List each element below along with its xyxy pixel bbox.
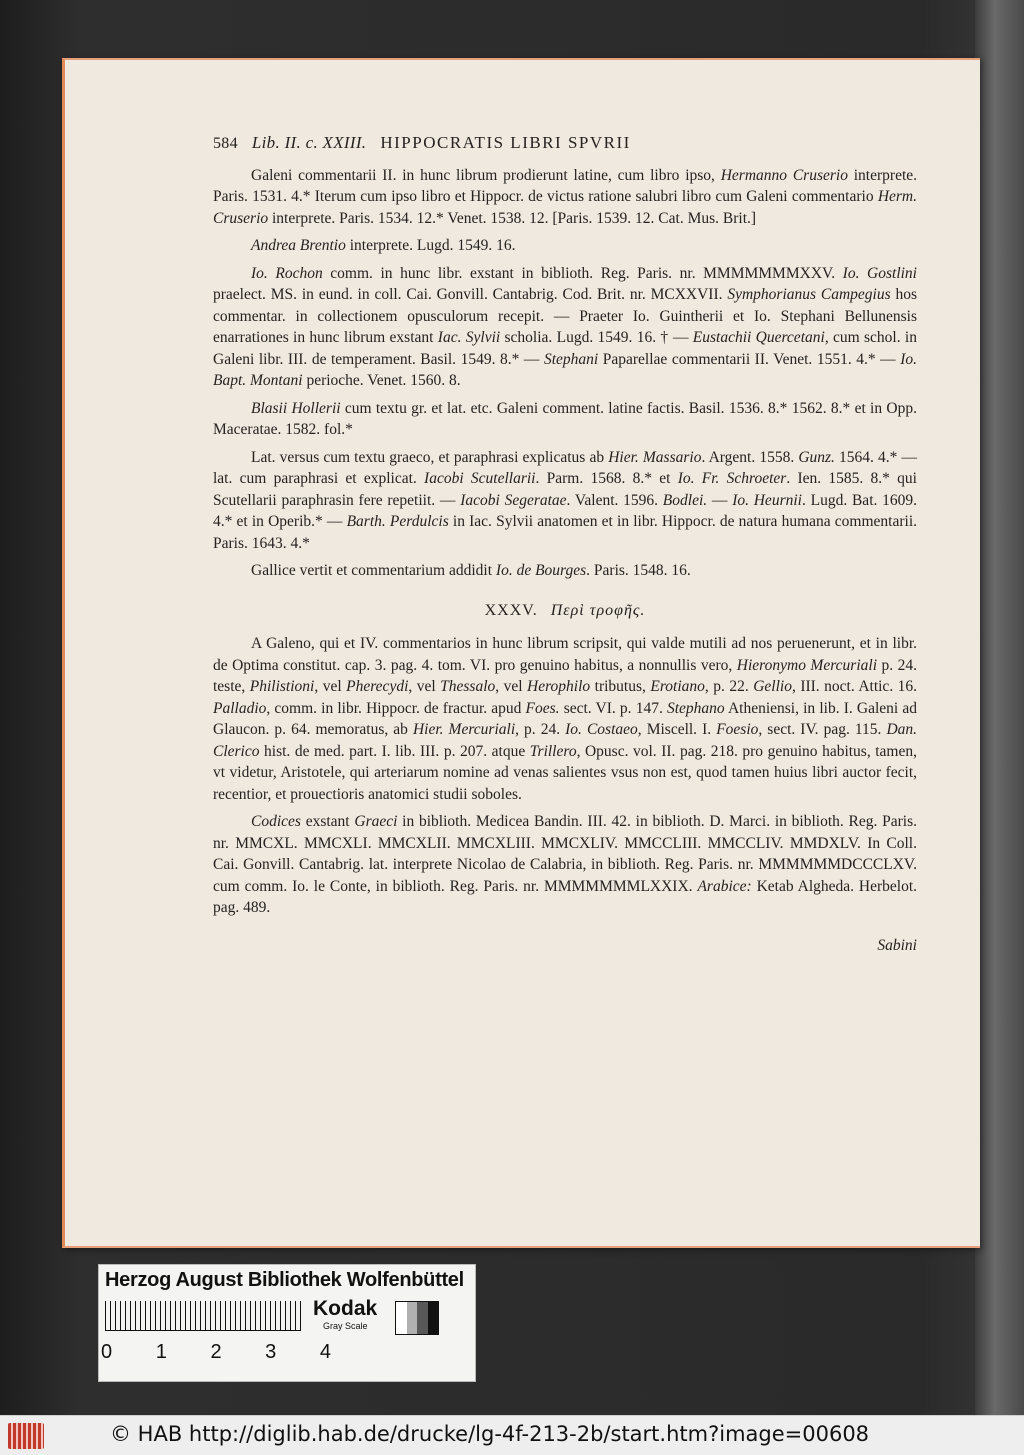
text-paragraph <box>213 447 917 555</box>
section-heading <box>213 600 917 622</box>
catchword: Sabini <box>877 936 917 954</box>
text-run: A Galeno, qui et IV. commentarios in hunc librum scripsit, qui valde mutili ad nos peruenerunt, et in libr. de Optima constitut. cap. 3. pag. 4. tom. VI. pro genuino habitus, a nonnullis vero, <box>213 635 917 674</box>
chapter-ref: Lib. II. c. XXIII. <box>251 133 367 152</box>
text-run: , vel <box>495 678 528 695</box>
text-run: . Argent. 1558. <box>701 448 799 466</box>
text-paragraph <box>213 235 917 257</box>
gray-scale-patches <box>395 1301 439 1335</box>
ruler-numbers <box>101 1341 331 1363</box>
text-run: tributus, <box>590 678 651 695</box>
scale-ruler <box>105 1301 301 1331</box>
italic-name: Eustachii Quercetani <box>692 329 825 346</box>
ruler-number: 1 <box>155 1341 167 1363</box>
text-run: , comm. in libr. Hippocr. de fractur. apud <box>266 699 526 717</box>
text-run: Galeni commentarii II. in hunc librum prodierunt latine, cum libro ipso, <box>251 166 721 184</box>
text-run: 1564. 4.* — lat. cum paraphrasi et explicat. <box>213 448 918 487</box>
italic-name: Hier. Massario <box>608 448 702 466</box>
page-number: 584 <box>213 135 238 152</box>
text-run: p. 24. teste, <box>213 656 917 695</box>
text-run: , vel <box>314 678 347 695</box>
text-run: Gallice vertit et commentarium addidit <box>251 562 496 579</box>
italic-name: Dan. Clerico <box>213 721 918 760</box>
text-run: . Paris. 1548. 16. <box>586 562 691 579</box>
text-run: praelect. MS. in eund. in coll. Cai. Gonvill. Cantabrig. Cod. Brit. nr. MCXXVII. <box>213 286 728 303</box>
italic-name: Graeci <box>354 813 398 830</box>
italic-name: Io. Costaeo <box>565 721 638 738</box>
ruler-number: 4 <box>319 1341 331 1363</box>
text-run: interprete. Paris. 1531. 4.* Iterum cum ipso libro et Hippocr. de victus ratione salubri libro cum Galeni commentario <box>213 166 918 205</box>
text-run: exstant <box>300 813 355 830</box>
italic-name: Hermanno Cruserio <box>720 166 848 184</box>
section-number: XXXV. <box>484 601 538 619</box>
kodak-brand: Kodak <box>313 1297 378 1320</box>
italic-name: Io. Rochon <box>251 264 323 282</box>
text-run: . Parm. 1568. 8.* et <box>535 470 678 487</box>
text-paragraph <box>213 165 917 230</box>
text-run: cum textu gr. et lat. etc. Galeni comment. latine factis. Basil. 1536. 8.* 1562. 8.* et in Opp. Maceratae. 1582. fol.* <box>213 399 917 438</box>
footer-copyright-link[interactable]: © HAB http://diglib.hab.de/drucke/lg-4f-213-2b/start.htm?image=00608 <box>110 1422 870 1446</box>
italic-name: Barth. Perdulcis <box>346 513 449 530</box>
italic-name: Herophilo <box>527 678 591 695</box>
running-title: HIPPOCRATIS LIBRI SPVRII <box>380 133 631 152</box>
text-run: Paparellae commentarii II. Venet. 1551. 4.* — <box>598 350 901 368</box>
text-run: in Iac. Sylvii anatomen et in libr. Hippocr. de natura humana commentarii. Paris. 1643. 4.* <box>213 513 917 552</box>
italic-name: Io. de Bourges <box>495 562 587 579</box>
italic-name: Gellio <box>753 678 792 695</box>
gray-patch <box>396 1302 407 1334</box>
italic-name: Philistioni <box>249 678 315 695</box>
paragraph-group-2 <box>213 633 917 919</box>
text-run: Ketab Algheda. Herbelot. pag. 489. <box>213 877 918 916</box>
text-run: , p. 24. <box>515 721 566 738</box>
italic-name: Andrea Brentio <box>251 237 346 254</box>
italic-name: Io. Bapt. Montani <box>213 350 917 389</box>
italic-name: Io. Heurnii <box>732 491 802 509</box>
italic-name: Io. Fr. Schroeter <box>677 470 787 487</box>
text-run: , Opusc. vol. II. pag. 218. pro genuino habitus, tamen, vt videtur, Aristotele, qui arteriarum nomine ad venas salientes vsus non est, quod tamen huius libri auctor fecit, recentior, et prouectioris anatomici studii soboles. <box>213 742 917 803</box>
text-run: hos commentar. in collectionem opusculorum recepit. — Praeter Io. Guintherii et Io. Stephani Bellunensis enarrationes in hunc librum exstant <box>213 286 917 346</box>
gray-scale-label: Gray Scale <box>323 1321 368 1331</box>
text-run: hist. de med. part. I. lib. III. p. 207. atque <box>259 742 530 760</box>
running-header <box>213 132 917 155</box>
italic-name: Iac. Sylvii <box>437 329 501 346</box>
footer-bar <box>0 1415 1024 1455</box>
gray-patch <box>417 1302 428 1334</box>
italic-name: Arabice: <box>697 877 752 895</box>
italic-name: Trillero <box>529 742 577 760</box>
text-paragraph <box>213 398 917 441</box>
italic-name: Bodlei. <box>662 491 708 509</box>
library-name: Herzog August Bibliothek Wolfenbüttel <box>105 1269 464 1291</box>
italic-name: Iacobi Segeratae <box>460 491 567 509</box>
text-run: , p. 22. <box>704 678 754 695</box>
text-paragraph <box>213 560 917 582</box>
italic-name: Gunz. <box>798 448 835 466</box>
scanner-edge-strip <box>975 0 1024 1415</box>
text-run: sect. VI. p. 147. <box>559 699 667 717</box>
paragraph-group-1 <box>213 165 917 582</box>
text-run: comm. in hunc libr. exstant in biblioth. Reg. Paris. nr. MMMMMMMXXV. <box>322 264 843 282</box>
text-run: — <box>707 491 733 509</box>
text-run: scholia. Lugd. 1549. 16. † — <box>500 329 693 346</box>
italic-name: Thessalo <box>440 678 496 695</box>
text-run: . Lugd. Bat. 1609. 4.* et in Operib.* — <box>213 491 918 530</box>
ruler-number: 2 <box>210 1341 222 1363</box>
gray-patch <box>428 1302 439 1334</box>
color-target-card <box>98 1264 476 1382</box>
section-greek-title: Περὶ τροφῆς. <box>550 601 646 619</box>
italic-name: Foesio <box>716 721 759 738</box>
text-run: . Ien. 1585. 8.* qui Scutellarii paraphrasin fere repetiit. — <box>213 470 917 509</box>
text-run: , sect. IV. pag. 115. <box>758 721 887 738</box>
text-run: interprete. Lugd. 1549. 16. <box>345 237 516 254</box>
italic-name: Codices <box>251 813 301 830</box>
text-run: , cum schol. in Galeni libr. III. de temperament. Basil. 1549. 8.* — <box>213 329 917 368</box>
page-content <box>213 132 917 956</box>
italic-name: Hieronymo Mercuriali <box>736 656 878 674</box>
gray-patch <box>407 1302 418 1334</box>
text-run: Lat. versus cum textu graeco, et paraphrasi explicatus ab <box>251 448 609 466</box>
italic-name: Io. Gostlini <box>842 264 917 282</box>
italic-name: Herm. Cruserio <box>213 188 917 227</box>
text-run: , vel <box>408 678 441 695</box>
text-run: interprete. Paris. 1534. 12.* Venet. 1538. 12. [Paris. 1539. 12. Cat. Mus. Brit.] <box>268 209 757 227</box>
italic-name: Hier. Mercuriali <box>412 721 516 738</box>
italic-name: Iacobi Scutellarii <box>424 470 536 487</box>
italic-name: Palladio <box>213 699 267 717</box>
italic-name: Erotiano <box>650 678 705 695</box>
italic-name: Symphorianus Campegius <box>727 286 891 303</box>
ruler-number: 0 <box>101 1341 113 1363</box>
text-run: Atheniensi, in lib. I. Galeni ad Glaucon. p. 64. memoratus, ab <box>213 699 917 738</box>
hab-logo-icon <box>8 1423 44 1449</box>
ruler-number: 3 <box>265 1341 277 1363</box>
text-paragraph <box>213 633 917 805</box>
text-run: in biblioth. Medicea Bandin. III. 42. in biblioth. D. Marci. in biblioth. Reg. Paris. nr. MMCXL. MMCXLI. MMCXLII. MMCXLIII. MMCXLIV. MMCCLIII. MMCCLIV. MMDXLV. In Coll. Cai. Gonvill. Cantabrig. lat. interprete Nicolao de Calabria, in biblioth. Reg. Paris. nr. MMMMMMDCCCLXV. cum comm. Io. le Conte, in biblioth. Reg. Paris. nr. MMMMMMMLXXIX. <box>213 813 917 895</box>
text-run: . Valent. 1596. <box>566 491 663 509</box>
italic-name: Blasii Hollerii <box>251 399 341 417</box>
book-page <box>62 58 980 1248</box>
text-paragraph <box>213 811 917 919</box>
text-run: perioche. Venet. 1560. 8. <box>302 372 461 389</box>
italic-name: Stephani <box>543 350 599 368</box>
italic-name: Foes. <box>525 699 560 717</box>
text-run: , III. noct. Attic. 16. <box>791 678 918 695</box>
text-run: , Miscell. I. <box>637 721 717 738</box>
text-paragraph <box>213 263 917 392</box>
italic-name: Stephano <box>666 699 725 717</box>
italic-name: Pherecydi <box>346 678 409 695</box>
